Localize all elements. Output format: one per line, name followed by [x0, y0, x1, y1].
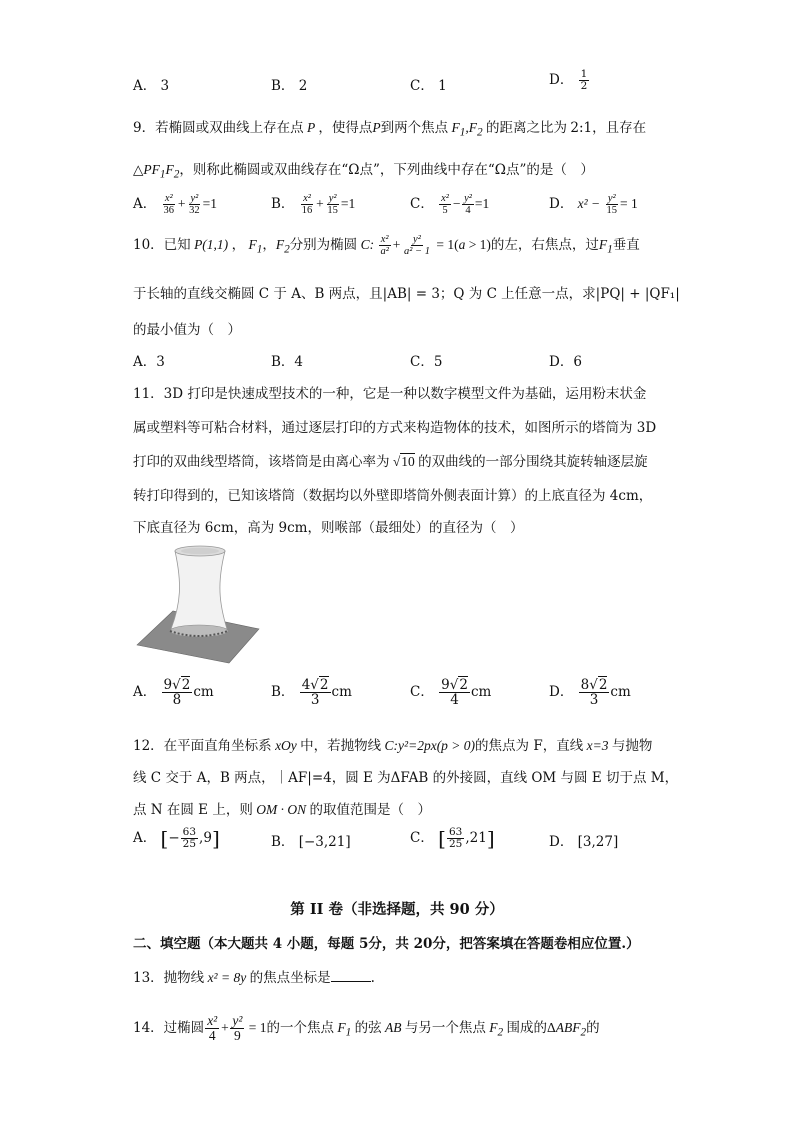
q10-option-d: D．6	[549, 354, 582, 370]
q11-line-5: 下底直径为 6cm，高为 9cm，则喉部（最细处）的直径为（ ）	[133, 520, 524, 536]
q10-line-3: 的最小值为（ ）	[133, 322, 241, 338]
q8-option-a: A． 3	[133, 78, 170, 94]
q10-option-b: B．4	[271, 354, 304, 370]
q9-line-1: 9．若椭圆或双曲线上存在点 P ，使得点P到两个焦点 $F_1,F_2$ 的距离之比为 2:1，且存在	[133, 120, 647, 139]
q8-option-b: B． 2	[271, 78, 308, 94]
q11-line-3: 打印的双曲线型塔筒，该塔筒是由离心率为 √10 的双曲线的一部分围绕其旋转轴逐层旋	[133, 454, 648, 470]
q11-option-c: C． $\frac{9√2}{4}$ cm	[410, 677, 492, 709]
q10-option-a: A．3	[133, 354, 165, 370]
q11-option-d: D． $\frac{8√2}{3}$ cm	[549, 677, 631, 709]
q11-line-2: 属或塑料等可粘合材料，通过逐层打印的方式来构造物体的技术，如图所示的塔筒为 3D	[133, 420, 657, 436]
q12-option-c: C． [ $\frac{63}{25}$ ,21]	[410, 825, 495, 851]
q10-option-c: C．5	[410, 354, 443, 370]
q11-line-4: 转打印得到的，已知该塔筒（数据均以外壁即塔筒外侧表面计算）的上底直径为 4cm，	[133, 488, 653, 504]
section-subtitle: 二、填空题（本大题共 4 小题，每题 5分，共 20分，把答案填在答题卷相应位置.）	[133, 936, 640, 952]
q12-option-d: D． [3,27]	[549, 834, 619, 850]
q9-line-2: $\triangle PF_1F_2$，则称此椭圆或双曲线存在“Ω点”，下列曲线中存在“Ω点”的是（ ）	[133, 162, 594, 181]
q11-option-a: A． $\frac{9√2}{8}$ cm	[133, 677, 214, 709]
q9-option-b: B． $\frac{\text{x²}}{16}$ + $\frac{\text{y²}}{15}$ =1	[271, 193, 356, 217]
section-title: 第 II 卷（非选择题，共 90 分）	[290, 901, 504, 918]
q12-option-a: A． [− $\frac{63}{25}$ ,9]	[133, 825, 220, 851]
q12-option-b: B． [−3,21]	[271, 834, 351, 850]
q9-option-c: C． $\frac{\text{x²}}{5}$ − $\frac{\text{y²}}{4}$ =1	[410, 193, 490, 217]
q8-option-d: D． $\frac{1}{2}$	[549, 67, 588, 92]
q10-line-2: 于长轴的直线交椭圆 C 于 A、B 两点，且|AB| = 3；Q 为 C 上任意一点，求|PQ| + |QF₁|	[133, 286, 680, 302]
q11-line-1: 11．3D 打印是快速成型技术的一种，它是一种以数字模型文件为基础，运用粉末状金	[133, 386, 647, 402]
q14-line: 14．过椭圆 $\frac{\text{x²}}{4}$ + $\frac{\text{y²}}{9}$ = 1的一个焦点 $F_1$ 的弦 AB 与另一个焦点 $F_2$ 围成的$\Delta ABF_2$的	[133, 1013, 600, 1044]
q8-option-d-fraction: $\frac{1}{2}$	[580, 67, 588, 92]
tower-illustration	[133, 545, 261, 665]
q8-option-c: C． 1	[410, 78, 447, 94]
answer-blank[interactable]	[331, 969, 371, 982]
q9-option-d: D． x² − $\frac{\text{y²}}{15}$ = 1	[549, 193, 638, 217]
q12-line-2: 线 C 交于 A，B 两点，｜AF|=4，圆 E 为ΔFAB 的外接圆，直线 OM 与圆 E 切于点 M，	[133, 770, 679, 786]
q12-line-1: 12．在平面直角坐标系 xOy 中，若抛物线 C:y²=2px(p > 0)的焦点为 F，直线 x=3 与抛物	[133, 738, 653, 754]
q10-line-1: 10．已知 P(1,1) ， $F_1$，$F_2$分别为椭圆 C: $\frac{\text{x²}}{\text{a²}}$ + $\frac{\text{y²}}{\text{a² − 1}}$ = 1(a > 1)的左，右焦点，过$F_1$垂直	[133, 234, 640, 258]
q11-option-b: B． $\frac{4√2}{3}$ cm	[271, 677, 352, 709]
q12-line-3: 点 N 在圆 E 上，则 OM · ON 的取值范围是（ ）	[133, 802, 431, 818]
q9-option-a: A． $\frac{\text{x²}}{36}$ + $\frac{\text{y²}}{32}$ =1	[133, 193, 218, 217]
q13-line: 13．抛物线 x² = 8y 的焦点坐标是 .	[133, 970, 375, 986]
